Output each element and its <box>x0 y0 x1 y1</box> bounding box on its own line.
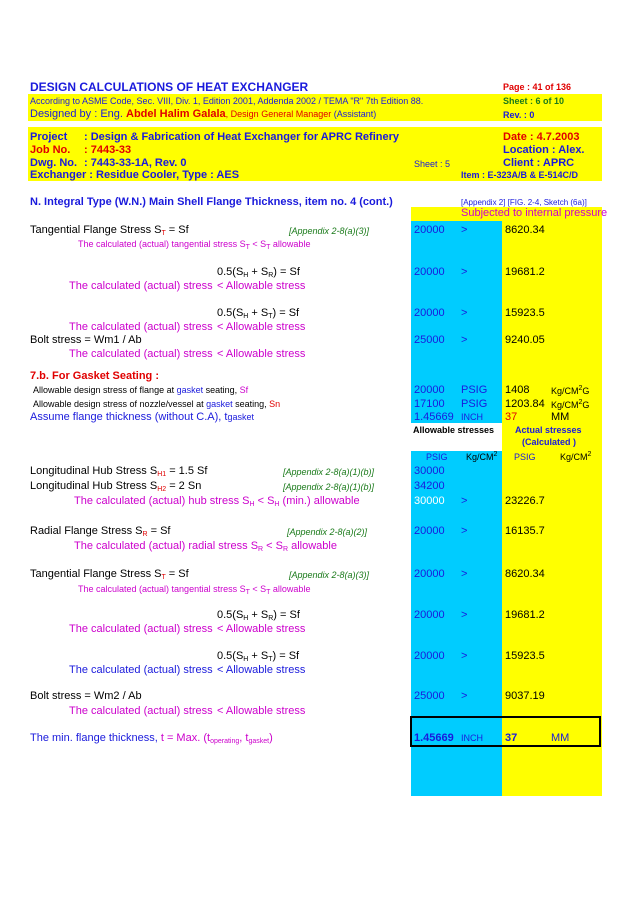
bolt1-op: > <box>461 334 468 346</box>
bolt1-actual: 9240.05 <box>505 334 545 346</box>
subjected-text: Subjected to internal pressure <box>461 207 608 219</box>
lh1-eq: = 1.5 Sf <box>166 465 208 477</box>
sf-kg-unit-text: Kg/CM <box>551 386 579 396</box>
flange-allow-text: Allowable design stress of flange at <box>33 385 177 395</box>
bolt2-allowable: 25000 <box>414 690 445 702</box>
lh2-text: Longitudinal Hub Stress S <box>30 480 158 492</box>
ht2-eq-a: 0.5(S <box>217 650 244 662</box>
bolt2-op: > <box>461 690 468 702</box>
psig-header2: PSIG <box>514 452 536 462</box>
hr2-note-allow: < Allowable stress <box>217 623 306 635</box>
location: Location : Alex. <box>503 144 585 156</box>
radial-label: Radial Flange Stress $S_R = Sf$ <box>30 525 171 538</box>
date: Date : 4.7.2003 <box>503 131 580 143</box>
ht-actual: 15923.5 <box>505 307 545 319</box>
kg-header2-text: Kg/CM <box>560 452 588 462</box>
sheet-mid: Sheet : 5 <box>414 159 451 169</box>
ht-eq-a: 0.5(S <box>217 307 244 319</box>
result-eq: t = Max. (t <box>160 732 211 744</box>
designed-by <box>30 108 376 120</box>
result-inch-unit: INCH <box>461 733 483 743</box>
hr2-eq-b: + S <box>248 609 269 621</box>
sheet-number: Sheet : 6 of 10 <box>503 96 565 106</box>
tangential2-actual: 8620.34 <box>505 568 545 580</box>
job-label: Job No. <box>30 144 71 156</box>
hr-op: > <box>461 266 468 278</box>
tangential-op: > <box>461 224 468 236</box>
t-mm-unit: MM <box>551 411 570 423</box>
assume-label <box>30 411 254 423</box>
assume-text: Assume flange thickness (without C.A), t <box>30 411 228 423</box>
hub-note-text3: (min.) allowable <box>279 495 360 507</box>
sn-kg-unit-suffix: G <box>582 400 590 410</box>
ht-eq-b: + S <box>248 307 269 319</box>
sn-kg: 1203.84 <box>505 398 545 410</box>
radial-note-text: The calculated (actual) radial stress S <box>74 540 259 552</box>
kg-header: $Kg/CM^2$ <box>466 451 498 462</box>
tangential-note: The calculated (actual) tangential stress $S_T < S_T$ allowable <box>78 239 311 251</box>
radial-note-text3: allowable <box>288 540 337 552</box>
bolt1-note-allow: < Allowable stress <box>217 348 306 360</box>
lh1-val: 30000 <box>414 465 445 477</box>
nozzle-gasket-word: gasket <box>206 399 233 409</box>
tangential2-label: Tangential Flange Stress $S_T = Sf$ <box>30 568 189 581</box>
kg-header2: $Kg/CM^2$ <box>560 451 592 462</box>
bolt1-label: Bolt stress = Wm1 / Ab <box>30 334 142 346</box>
hr-note: The calculated (actual) stress <box>69 280 213 292</box>
tangential2-text: Tangential Flange Stress S <box>30 568 162 580</box>
project-label: Project <box>30 131 68 143</box>
sf-kg-unit: $Kg/CM^2G$ <box>551 385 590 396</box>
ht2-note: The calculated (actual) stress <box>69 664 213 676</box>
lh2-label: Longitudinal Hub Stress $S_{H2} = 2$ Sn <box>30 480 202 493</box>
lh2-val: 34200 <box>414 480 445 492</box>
ht-note: The calculated (actual) stress <box>69 321 213 333</box>
ht2-note-allow: < Allowable stress <box>217 664 306 676</box>
lh1-text: Longitudinal Hub Stress S <box>30 465 158 477</box>
hub-actual: 23226.7 <box>505 495 545 507</box>
sf-kg: 1408 <box>505 384 530 396</box>
lh1-label: Longitudinal Hub Stress $S_{H1} = 1.5$ Sf <box>30 465 208 478</box>
allowable-header: Allowable stresses <box>413 425 495 435</box>
tangential-eq: = Sf <box>165 224 189 236</box>
page-number: Page : 41 of 136 <box>503 82 572 92</box>
ht-equation: $0.5(S_H + S_T) = Sf$ <box>217 307 300 320</box>
hr-allowable: 20000 <box>414 266 445 278</box>
result-comma: , t <box>239 732 249 744</box>
section-title: N. Integral Type (W.N.) Main Shell Flange Thickness, item no. 4 (cont.) <box>30 196 393 208</box>
tangential2-ref: [Appendix 2-8(a)(3)] <box>289 570 370 580</box>
ht2-op: > <box>461 650 468 662</box>
radial-text: Radial Flange Stress S <box>30 525 143 537</box>
hr2-allowable: 20000 <box>414 609 445 621</box>
lh2-eq: = 2 Sn <box>166 480 202 492</box>
tangential-actual: 8620.34 <box>505 224 545 236</box>
hr2-actual: 19681.2 <box>505 609 545 621</box>
sf-psig: 20000 <box>414 384 445 396</box>
radial-allowable: 20000 <box>414 525 445 537</box>
radial-actual: 16135.7 <box>505 525 545 537</box>
lh1-ref: [Appendix 2-8(a)(1)(b)] <box>283 467 375 477</box>
calculated-header: (Calculated ) <box>522 437 577 447</box>
nozzle-allow-label <box>33 399 280 409</box>
sn-kg-unit-text: Kg/CM <box>551 400 579 410</box>
ht-op: > <box>461 307 468 319</box>
hr-eq-b: + S <box>248 266 269 278</box>
hub-note-text: The calculated (actual) hub stress S <box>74 495 250 507</box>
hub-note-text2: < S <box>254 495 275 507</box>
tangential2-note-text2: < S <box>249 584 267 594</box>
revision: Rev. : 0 <box>503 110 535 120</box>
hr-note-allow: < Allowable stress <box>217 280 306 292</box>
client: Client : APRC <box>503 157 575 169</box>
psig-header: PSIG <box>426 452 448 462</box>
lh2-ref: [Appendix 2-8(a)(1)(b)] <box>283 482 375 492</box>
radial-note: The calculated (actual) radial stress $S_R < S_R$ allowable <box>74 540 337 553</box>
hub-op: > <box>461 495 468 507</box>
ht2-eq-c: ) = Sf <box>272 650 300 662</box>
result-text: The min. flange thickness, <box>30 732 161 744</box>
hr-equation: $0.5(S_H + S_R) = Sf$ <box>217 266 300 279</box>
ht-note-allow: < Allowable stress <box>217 321 306 333</box>
hub-allowable: 30000 <box>414 495 445 507</box>
tangential2-note-text: The calculated (actual) tangential stress S <box>78 584 246 594</box>
hub-note: The calculated (actual) hub stress $S_H < S_H$ (min.) allowable <box>74 495 360 508</box>
tangential-label: Tangential Flange Stress $S_T = Sf$ <box>30 224 189 237</box>
result-mm-unit: MM <box>551 732 570 744</box>
assume-sub: gasket <box>227 412 254 422</box>
bolt1-allowable: 25000 <box>414 334 445 346</box>
tangential2-op: > <box>461 568 468 580</box>
flange-sf: Sf <box>239 385 249 395</box>
tangential-allowable: 20000 <box>414 224 445 236</box>
designer-role: , Design General Manager <box>225 109 332 119</box>
tangential-note-text: The calculated (actual) tangential stress S <box>78 239 246 249</box>
bolt1-note: The calculated (actual) stress <box>69 348 213 360</box>
project-value: : Design & Fabrication of Heat Exchanger for APRC Refinery <box>84 131 399 143</box>
actual-header: Actual stresses <box>515 425 582 435</box>
ht-allowable: 20000 <box>414 307 445 319</box>
t-mm: 37 <box>505 411 518 423</box>
radial-eq: = Sf <box>147 525 171 537</box>
t-inch-unit: INCH <box>461 412 483 422</box>
bolt2-note-allow: < Allowable stress <box>217 705 306 717</box>
designed-prefix: Designed by : Eng. <box>30 108 127 120</box>
bolt2-label: Bolt stress = Wm2 / Ab <box>30 690 142 702</box>
nozzle-allow-text: Allowable design stress of nozzle/vessel at <box>33 399 207 409</box>
flange-allow-label <box>33 385 248 395</box>
hr-eq-c: ) = Sf <box>273 266 300 278</box>
tangential2-note-text3: allowable <box>270 584 311 594</box>
designer-assistant: (Assistant) <box>331 109 377 119</box>
code-line: According to ASME Code, Sec. VIII, Div. 1, Edition 2001, Addenda 2002 / TEMA "R" 7th Edition 88. <box>30 96 424 106</box>
gasket-title: 7.b. For Gasket Seating : <box>30 370 159 382</box>
ht2-allowable: 20000 <box>414 650 445 662</box>
kg-header-text: Kg/CM <box>466 452 494 462</box>
flange-seating-word: seating, <box>203 385 240 395</box>
appendix-ref: [Appendix 2] [FIG. 2-4, Sketch (6a)] <box>461 198 587 207</box>
radial-note-text2: < S <box>263 540 283 552</box>
hr2-equation: $0.5(S_H + S_R) = Sf$ <box>217 609 300 622</box>
bolt2-note: The calculated (actual) stress <box>69 705 213 717</box>
hr2-eq-a: 0.5(S <box>217 609 244 621</box>
bolt2-actual: 9037.19 <box>505 690 545 702</box>
radial-op: > <box>461 525 468 537</box>
ht2-actual: 15923.5 <box>505 650 545 662</box>
job-value: : 7443-33 <box>84 144 132 156</box>
sn-psig: 17100 <box>414 398 445 410</box>
hr2-note: The calculated (actual) stress <box>69 623 213 635</box>
dwg-label: Dwg. No. <box>30 157 78 169</box>
designer-name: Abdel Halim Galala <box>126 108 226 120</box>
tangential-text: Tangential Flange Stress S <box>30 224 162 236</box>
tangential2-eq: = Sf <box>165 568 189 580</box>
ht2-equation: $0.5(S_H + S_T) = Sf$ <box>217 650 300 663</box>
hr2-eq-c: ) = Sf <box>273 609 300 621</box>
dwg-value: : 7443-33-1A, Rev. 0 <box>84 157 187 169</box>
t-inch: 1.45669 <box>414 411 454 423</box>
sf-unit: PSIG <box>461 384 488 396</box>
tangential2-allowable: 20000 <box>414 568 445 580</box>
tangential-note-text2: < S <box>249 239 267 249</box>
sn-kg-unit: $Kg/CM^2G$ <box>551 399 590 410</box>
exchanger: Exchanger : Residue Cooler, Type : AES <box>30 169 240 181</box>
result-close: ) <box>269 732 273 744</box>
hr-eq-a: 0.5(S <box>217 266 244 278</box>
flange-gasket-word: gasket <box>176 385 204 395</box>
nozzle-sn: Sn <box>269 399 281 409</box>
sn-unit: PSIG <box>461 398 488 410</box>
result-inch: 1.45669 <box>414 732 454 744</box>
tangential-note-text3: allowable <box>270 239 311 249</box>
doc-title: DESIGN CALCULATIONS OF HEAT EXCHANGER <box>30 80 309 94</box>
ht2-eq-b: + S <box>248 650 269 662</box>
tangential-ref: [Appendix 2-8(a)(3)] <box>289 226 370 236</box>
hr-actual: 19681.2 <box>505 266 545 278</box>
result-sub-op: operating <box>210 738 240 745</box>
result-label <box>30 732 273 745</box>
radial-ref: [Appendix 2-8(a)(2)] <box>287 527 368 537</box>
tangential2-note: The calculated (actual) tangential stress $S_T < S_T$ allowable <box>78 584 311 596</box>
item: Item : E-323A/B & E-514C/D <box>461 170 579 180</box>
ht-eq-c: ) = Sf <box>272 307 300 319</box>
hr2-op: > <box>461 609 468 621</box>
nozzle-seating-word: seating, <box>232 399 270 409</box>
sf-kg-unit-suffix: G <box>582 386 590 396</box>
result-sub-gk: gasket <box>248 738 270 745</box>
result-mm: 37 <box>505 732 518 744</box>
